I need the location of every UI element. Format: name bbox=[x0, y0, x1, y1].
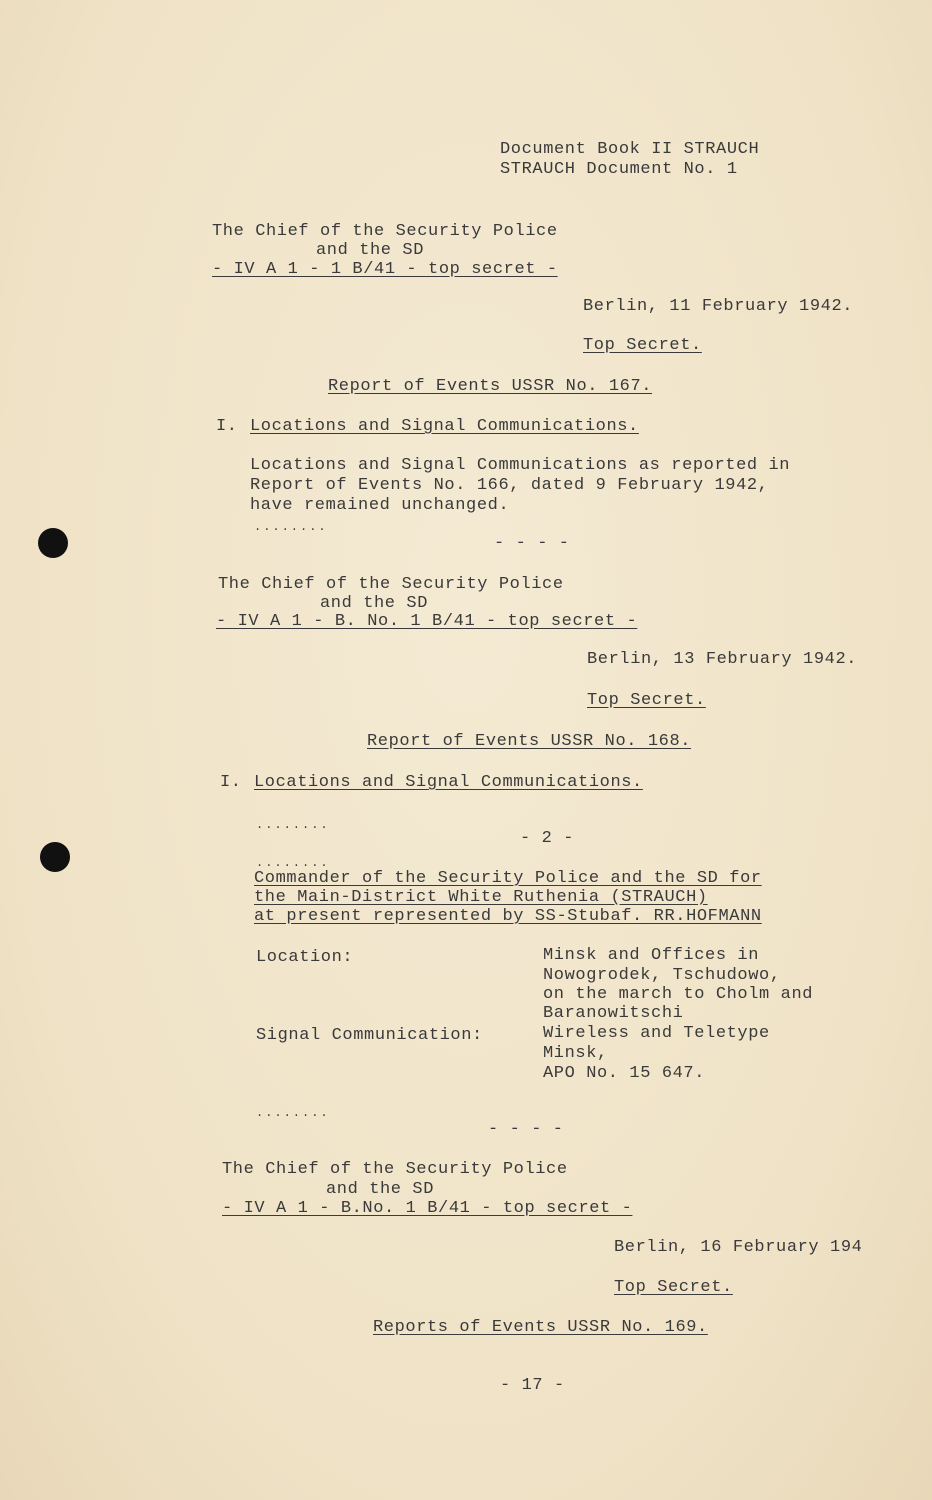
body-text: have remained unchanged. bbox=[250, 496, 510, 515]
ellipsis: ........ bbox=[256, 818, 330, 832]
commander-line: the Main-District White Ruthenia (STRAUCH) bbox=[254, 888, 708, 907]
reference-line: - IV A 1 - B.No. 1 B/41 - top secret - bbox=[222, 1199, 633, 1218]
sender-subtitle: and the SD bbox=[320, 594, 429, 613]
commander-line: Commander of the Security Police and the SD for bbox=[254, 869, 762, 888]
body-text: Locations and Signal Communications as reported in bbox=[250, 456, 791, 475]
signal-value: APO No. 15 647. bbox=[543, 1064, 706, 1083]
signal-value: Wireless and Teletype bbox=[543, 1024, 770, 1043]
reference-line: - IV A 1 - B. No. 1 B/41 - top secret - bbox=[216, 612, 638, 631]
section-number: I. bbox=[220, 773, 242, 792]
section-number: I. bbox=[216, 417, 238, 436]
location-value: Minsk and Offices in bbox=[543, 946, 760, 965]
sender-title: The Chief of the Security Police bbox=[218, 575, 564, 594]
punch-hole bbox=[40, 842, 70, 872]
sender-title: The Chief of the Security Police bbox=[222, 1160, 568, 1179]
page-number: - 17 - bbox=[500, 1376, 565, 1395]
punch-hole bbox=[38, 528, 68, 558]
section-title: Locations and Signal Communications. bbox=[254, 773, 643, 792]
location-label: Location: bbox=[256, 948, 354, 967]
reference-line: - IV A 1 - 1 B/41 - top secret - bbox=[212, 260, 558, 279]
sender-title: The Chief of the Security Police bbox=[212, 222, 558, 241]
report-title: Report of Events USSR No. 167. bbox=[328, 377, 653, 396]
location-value: on the march to Cholm and bbox=[543, 985, 814, 1004]
report-title: Reports of Events USSR No. 169. bbox=[373, 1318, 708, 1337]
page-marker: - 2 - bbox=[520, 829, 575, 848]
signal-label: Signal Communication: bbox=[256, 1026, 483, 1045]
document-book-title: Document Book II STRAUCH bbox=[500, 140, 760, 159]
signal-value: Minsk, bbox=[543, 1044, 608, 1063]
date-line: Berlin, 13 February 1942. bbox=[587, 650, 858, 669]
section-title: Locations and Signal Communications. bbox=[250, 417, 639, 436]
location-value: Nowogrodek, Tschudowo, bbox=[543, 966, 781, 985]
ellipsis: ........ bbox=[256, 1106, 330, 1120]
ellipsis: ........ bbox=[256, 856, 330, 870]
sender-subtitle: and the SD bbox=[316, 241, 425, 260]
document-number: STRAUCH Document No. 1 bbox=[500, 160, 738, 179]
location-value: Baranowitschi bbox=[543, 1004, 684, 1023]
body-text: Report of Events No. 166, dated 9 February 1942, bbox=[250, 476, 769, 495]
date-line: Berlin, 11 February 1942. bbox=[583, 297, 854, 316]
separator: - - - - bbox=[494, 534, 570, 553]
commander-line: at present represented by SS-Stubaf. RR.HOFMANN bbox=[254, 907, 762, 926]
classification: Top Secret. bbox=[587, 691, 706, 710]
ellipsis: ........ bbox=[254, 520, 328, 534]
classification: Top Secret. bbox=[583, 336, 702, 355]
sender-subtitle: and the SD bbox=[326, 1180, 435, 1199]
date-line: Berlin, 16 February 194 bbox=[614, 1238, 863, 1257]
report-title: Report of Events USSR No. 168. bbox=[367, 732, 692, 751]
separator: - - - - bbox=[488, 1120, 564, 1139]
classification: Top Secret. bbox=[614, 1278, 733, 1297]
